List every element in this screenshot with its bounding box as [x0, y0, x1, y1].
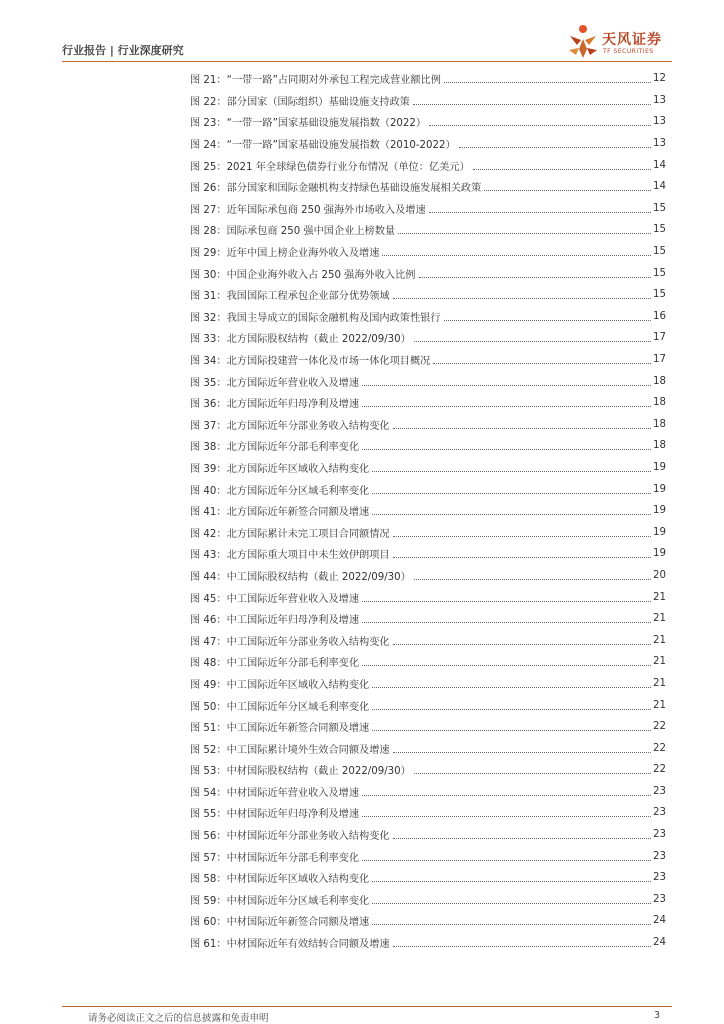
toc-entry-page: 19 — [653, 483, 666, 495]
toc-dot-leader — [362, 665, 651, 666]
toc-entry-title: 图 41：北方国际近年新签合同额及增速 — [190, 507, 370, 519]
toc-entry[interactable] — [190, 90, 666, 112]
toc-entry-page: 22 — [653, 742, 666, 754]
toc-dot-leader — [419, 277, 652, 278]
toc-entry-title: 图 34：北方国际投建营一体化及市场一体化项目概况 — [190, 356, 431, 368]
toc-entry-title: 图 29：近年中国上榜企业海外收入及增速 — [190, 248, 380, 260]
toc-entry-title: 图 28：国际承包商 250 强中国企业上榜数量 — [190, 226, 396, 238]
toc-dot-leader — [393, 298, 651, 299]
toc-dot-leader — [372, 924, 651, 925]
toc-entry-page: 24 — [653, 915, 666, 927]
toc-entry-title: 图 54：中材国际近年营业收入及增速 — [190, 787, 360, 799]
toc-entry[interactable] — [190, 349, 666, 371]
toc-entry[interactable] — [190, 198, 666, 220]
toc-entry-title: 图 26：部分国家和国际金融机构支持绿色基础设施发展相关政策 — [190, 183, 482, 195]
toc-dot-leader — [393, 644, 651, 645]
header-divider — [62, 61, 672, 62]
toc-entry-title: 图 42：北方国际累计未完工项目合同额情况 — [190, 528, 390, 540]
toc-entry-page: 23 — [653, 850, 666, 862]
toc-dot-leader — [393, 536, 651, 537]
toc-dot-leader — [362, 406, 651, 407]
toc-entry[interactable] — [190, 673, 666, 695]
toc-entry-title: 图 33：北方国际股权结构（截止 2022/09/30） — [190, 334, 411, 346]
toc-dot-leader — [433, 363, 651, 364]
toc-entry-page: 21 — [653, 656, 666, 668]
toc-entry-page: 22 — [653, 764, 666, 776]
logo-name: 天风证券 — [602, 32, 662, 48]
logo-subtitle: TF SECURITIES — [603, 48, 654, 55]
toc-dot-leader — [393, 752, 651, 753]
footer-disclaimer: 请务必阅读正文之后的信息披露和免责申明 — [88, 1013, 269, 1024]
toc-dot-leader — [393, 557, 651, 558]
toc-entry-title: 图 30：中国企业海外收入占 250 强海外收入比例 — [190, 269, 416, 281]
toc-entry-page: 23 — [653, 785, 666, 797]
toc-entry[interactable] — [190, 586, 666, 608]
toc-entry-title: 图 40：北方国际近年分区域毛利率变化 — [190, 485, 370, 497]
toc-entry-title: 图 52：中工国际累计境外生效合同额及增速 — [190, 744, 390, 756]
toc-entry-title: 图 21：“一带一路”占同期对外承包工程完成营业额比例 — [190, 75, 441, 87]
toc-entry-page: 14 — [653, 181, 666, 193]
toc-entry[interactable] — [190, 478, 666, 500]
toc-entry[interactable] — [190, 500, 666, 522]
toc-dot-leader — [393, 838, 651, 839]
toc-dot-leader — [372, 709, 651, 710]
report-category: 行业报告 | 行业深度研究 — [62, 44, 184, 57]
tf-securities-logo — [566, 24, 676, 60]
toc-entry[interactable] — [190, 435, 666, 457]
toc-entry[interactable] — [190, 543, 666, 565]
toc-dot-leader — [398, 233, 651, 234]
toc-dot-leader — [372, 514, 651, 515]
toc-entry[interactable] — [190, 414, 666, 436]
toc-entry-title: 图 24：“一带一路”国家基础设施发展指数（2010-2022） — [190, 140, 456, 152]
toc-entry[interactable] — [190, 219, 666, 241]
toc-dot-leader — [362, 601, 651, 602]
toc-dot-leader — [413, 104, 651, 105]
toc-entry-page: 21 — [653, 634, 666, 646]
toc-dot-leader — [382, 255, 651, 256]
toc-entry-title: 图 45：中工国际近年营业收入及增速 — [190, 593, 360, 605]
toc-entry[interactable] — [190, 306, 666, 328]
toc-entry[interactable] — [190, 781, 666, 803]
toc-entry-title: 图 58：中材国际近年区域收入结构变化 — [190, 874, 370, 886]
toc-dot-leader — [362, 385, 651, 386]
toc-entry-title: 图 50：中工国际近年分区域毛利率变化 — [190, 701, 370, 713]
toc-dot-leader — [429, 212, 651, 213]
toc-entry-title: 图 25：2021 年全球绿色债券行业分布情况（单位：亿美元） — [190, 161, 470, 173]
toc-entry[interactable] — [190, 68, 666, 90]
toc-entry-page: 15 — [653, 246, 666, 258]
toc-entry-page: 21 — [653, 591, 666, 603]
toc-entry-page: 24 — [653, 937, 666, 949]
toc-dot-leader — [362, 795, 651, 796]
toc-entry[interactable] — [190, 932, 666, 954]
toc-entry-title: 图 56：中材国际近年分部业务收入结构变化 — [190, 831, 390, 843]
toc-entry-page: 18 — [653, 418, 666, 430]
toc-entry[interactable] — [190, 845, 666, 867]
toc-entry-page: 13 — [653, 116, 666, 128]
toc-dot-leader — [414, 341, 651, 342]
toc-dot-leader — [484, 190, 651, 191]
toc-entry-page: 18 — [653, 397, 666, 409]
toc-entry-title: 图 49：中工国际近年区域收入结构变化 — [190, 679, 370, 691]
toc-dot-leader — [372, 493, 651, 494]
toc-entry[interactable] — [190, 262, 666, 284]
toc-entry[interactable] — [190, 241, 666, 263]
toc-dot-leader — [459, 147, 651, 148]
toc-entry-page: 13 — [653, 94, 666, 106]
toc-dot-leader — [393, 946, 651, 947]
toc-dot-leader — [372, 881, 651, 882]
toc-dot-leader — [362, 622, 651, 623]
toc-entry-title: 图 27：近年国际承包商 250 强海外市场收入及增速 — [190, 204, 426, 216]
toc-entry-page: 15 — [653, 267, 666, 279]
toc-entry-page: 17 — [653, 354, 666, 366]
toc-entry-title: 图 43：北方国际重大项目中未生效伊朗项目 — [190, 550, 390, 562]
figure-list — [190, 68, 666, 953]
toc-entry[interactable] — [190, 694, 666, 716]
toc-entry-page: 19 — [653, 548, 666, 560]
toc-entry-page: 21 — [653, 613, 666, 625]
toc-dot-leader — [473, 169, 651, 170]
toc-dot-leader — [362, 860, 651, 861]
toc-entry-title: 图 32：我国主导成立的国际金融机构及国内政策性银行 — [190, 312, 441, 324]
toc-entry-title: 图 37：北方国际近年分部业务收入结构变化 — [190, 420, 390, 432]
toc-entry-page: 15 — [653, 202, 666, 214]
toc-entry-title: 图 55：中材国际近年归母净利及增速 — [190, 809, 360, 821]
toc-entry-title: 图 44：中工国际股权结构（截止 2022/09/30） — [190, 571, 411, 583]
toc-entry[interactable] — [190, 284, 666, 306]
toc-entry[interactable] — [190, 457, 666, 479]
toc-entry[interactable] — [190, 565, 666, 587]
toc-entry-page: 21 — [653, 699, 666, 711]
toc-dot-leader — [362, 449, 651, 450]
toc-entry[interactable] — [190, 759, 666, 781]
toc-entry-page: 17 — [653, 332, 666, 344]
toc-dot-leader — [372, 903, 651, 904]
toc-entry[interactable] — [190, 651, 666, 673]
toc-entry-page: 14 — [653, 159, 666, 171]
toc-entry[interactable] — [190, 133, 666, 155]
toc-entry-page: 12 — [653, 73, 666, 85]
footer-divider — [62, 1006, 672, 1007]
toc-entry-title: 图 60：中材国际近年新签合同额及增速 — [190, 917, 370, 929]
toc-entry-title: 图 36：北方国际近年归母净利及增速 — [190, 399, 360, 411]
toc-entry-title: 图 51：中工国际近年新签合同额及增速 — [190, 723, 370, 735]
toc-entry-title: 图 23：“一带一路”国家基础设施发展指数（2022） — [190, 118, 427, 130]
toc-entry-page: 19 — [653, 461, 666, 473]
toc-entry[interactable] — [190, 608, 666, 630]
toc-entry[interactable] — [190, 111, 666, 133]
toc-dot-leader — [414, 579, 651, 580]
toc-entry-page: 23 — [653, 893, 666, 905]
toc-entry[interactable] — [190, 392, 666, 414]
toc-dot-leader — [429, 125, 651, 126]
toc-entry-page: 16 — [653, 310, 666, 322]
toc-entry[interactable] — [190, 716, 666, 738]
toc-entry-page: 18 — [653, 440, 666, 452]
toc-entry-page: 13 — [653, 138, 666, 150]
toc-entry-page: 20 — [653, 569, 666, 581]
toc-entry-page: 23 — [653, 829, 666, 841]
toc-entry[interactable] — [190, 867, 666, 889]
toc-dot-leader — [372, 687, 651, 688]
toc-entry-title: 图 35：北方国际近年营业收入及增速 — [190, 377, 360, 389]
toc-entry[interactable] — [190, 521, 666, 543]
toc-entry[interactable] — [190, 889, 666, 911]
toc-entry-page: 15 — [653, 289, 666, 301]
toc-entry-page: 23 — [653, 872, 666, 884]
toc-entry[interactable] — [190, 910, 666, 932]
toc-entry-page: 23 — [653, 807, 666, 819]
toc-entry-title: 图 22：部分国家（国际组织）基础设施支持政策 — [190, 96, 410, 108]
toc-entry-title: 图 38：北方国际近年分部毛利率变化 — [190, 442, 360, 454]
toc-entry-title: 图 57：中材国际近年分部毛利率变化 — [190, 852, 360, 864]
toc-entry[interactable] — [190, 737, 666, 759]
toc-dot-leader — [362, 816, 651, 817]
toc-entry-page: 15 — [653, 224, 666, 236]
toc-entry-title: 图 39：北方国际近年区域收入结构变化 — [190, 463, 370, 475]
toc-dot-leader — [372, 730, 651, 731]
toc-entry-title: 图 46：中工国际近年归母净利及增速 — [190, 615, 360, 627]
toc-entry-title: 图 53：中材国际股权结构（截止 2022/09/30） — [190, 766, 411, 778]
toc-entry-title: 图 59：中材国际近年分区域毛利率变化 — [190, 895, 370, 907]
toc-entry-title: 图 61：中材国际近年有效结转合同额及增速 — [190, 939, 390, 951]
toc-entry-page: 18 — [653, 375, 666, 387]
toc-entry-title: 图 47：中工国际近年分部业务收入结构变化 — [190, 636, 390, 648]
toc-entry[interactable] — [190, 370, 666, 392]
toc-dot-leader — [393, 428, 651, 429]
toc-entry-page: 22 — [653, 721, 666, 733]
toc-dot-leader — [444, 82, 651, 83]
toc-dot-leader — [444, 320, 652, 321]
toc-dot-leader — [372, 471, 651, 472]
toc-entry[interactable] — [190, 327, 666, 349]
toc-entry[interactable] — [190, 154, 666, 176]
toc-entry-title: 图 48：中工国际近年分部毛利率变化 — [190, 658, 360, 670]
toc-entry[interactable] — [190, 629, 666, 651]
toc-entry[interactable] — [190, 176, 666, 198]
toc-entry-page: 19 — [653, 505, 666, 517]
logo-mark-icon — [566, 24, 600, 60]
toc-entry-page: 21 — [653, 677, 666, 689]
toc-entry-page: 19 — [653, 526, 666, 538]
toc-entry[interactable] — [190, 824, 666, 846]
page-number: 3 — [654, 1010, 661, 1021]
toc-entry-title: 图 31：我国国际工程承包企业部分优势领域 — [190, 291, 390, 303]
toc-dot-leader — [414, 773, 651, 774]
toc-entry[interactable] — [190, 802, 666, 824]
